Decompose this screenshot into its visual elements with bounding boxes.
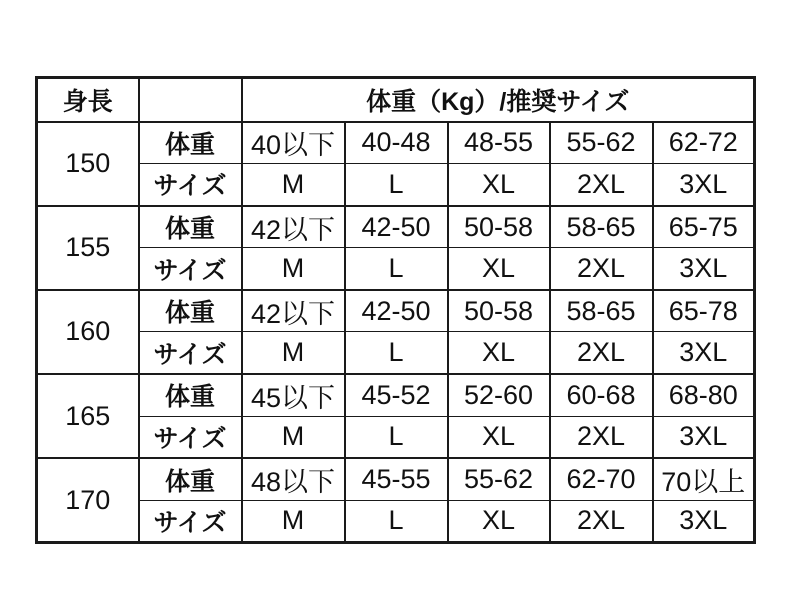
size-value-cell: L	[345, 500, 448, 542]
size-value-cell: L	[345, 416, 448, 458]
weight-label-cell: 体重	[139, 206, 242, 248]
header-row	[37, 78, 755, 122]
size-value-cell: L	[345, 248, 448, 290]
size-label-cell: サイズ	[139, 164, 242, 206]
weight-value-cell: 52-60	[448, 374, 550, 416]
weight-row	[37, 206, 755, 248]
size-value-cell: XL	[448, 332, 550, 374]
weight-value-cell: 50-58	[448, 290, 550, 332]
weight-value-cell: 58-65	[550, 290, 653, 332]
height-cell: 155	[37, 206, 139, 290]
size-value-cell: M	[242, 248, 345, 290]
weight-value-cell: 55-62	[448, 458, 550, 500]
size-value-cell: M	[242, 164, 345, 206]
weight-value-cell: 42-50	[345, 206, 448, 248]
size-value-cell: 2XL	[550, 500, 653, 542]
size-row	[37, 500, 755, 542]
size-label-cell: サイズ	[139, 332, 242, 374]
weight-value-cell: 50-58	[448, 206, 550, 248]
size-value-cell: XL	[448, 248, 550, 290]
size-value-cell: 3XL	[653, 332, 755, 374]
weight-value-cell: 42以下	[242, 206, 345, 248]
size-value-cell: 2XL	[550, 416, 653, 458]
weight-label-cell: 体重	[139, 122, 242, 164]
weight-value-cell: 48以下	[242, 458, 345, 500]
size-value-cell: XL	[448, 164, 550, 206]
height-cell: 150	[37, 122, 139, 206]
size-value-cell: L	[345, 332, 448, 374]
size-value-cell: M	[242, 332, 345, 374]
weight-value-cell: 45-52	[345, 374, 448, 416]
size-row	[37, 164, 755, 206]
weight-label-cell: 体重	[139, 374, 242, 416]
weight-value-cell: 42以下	[242, 290, 345, 332]
weight-value-cell: 65-75	[653, 206, 755, 248]
weight-value-cell: 70以上	[653, 458, 755, 500]
size-row	[37, 416, 755, 458]
size-label-cell: サイズ	[139, 500, 242, 542]
size-chart-table	[35, 76, 756, 544]
size-value-cell: 2XL	[550, 332, 653, 374]
size-value-cell: M	[242, 416, 345, 458]
weight-value-cell: 40以下	[242, 122, 345, 164]
weight-value-cell: 40-48	[345, 122, 448, 164]
height-cell: 165	[37, 374, 139, 458]
weight-label-cell: 体重	[139, 458, 242, 500]
size-row	[37, 248, 755, 290]
size-value-cell: 3XL	[653, 164, 755, 206]
weight-value-cell: 62-70	[550, 458, 653, 500]
empty-header-cell	[139, 78, 242, 122]
size-value-cell: 3XL	[653, 248, 755, 290]
size-value-cell: XL	[448, 500, 550, 542]
size-value-cell: 3XL	[653, 500, 755, 542]
size-value-cell: 2XL	[550, 164, 653, 206]
weight-value-cell: 55-62	[550, 122, 653, 164]
weight-value-cell: 68-80	[653, 374, 755, 416]
size-value-cell: 2XL	[550, 248, 653, 290]
size-value-cell: XL	[448, 416, 550, 458]
weight-row	[37, 290, 755, 332]
height-cell: 170	[37, 458, 139, 542]
height-cell: 160	[37, 290, 139, 374]
height-header-cell: 身長	[37, 78, 139, 122]
size-label-cell: サイズ	[139, 248, 242, 290]
weight-value-cell: 45-55	[345, 458, 448, 500]
weight-row	[37, 458, 755, 500]
weight-value-cell: 62-72	[653, 122, 755, 164]
weight-value-cell: 45以下	[242, 374, 345, 416]
weight-row	[37, 374, 755, 416]
weight-value-cell: 60-68	[550, 374, 653, 416]
weight-value-cell: 65-78	[653, 290, 755, 332]
weight-label-cell: 体重	[139, 290, 242, 332]
weight-row	[37, 122, 755, 164]
size-label-cell: サイズ	[139, 416, 242, 458]
weight-value-cell: 42-50	[345, 290, 448, 332]
size-row	[37, 332, 755, 374]
size-value-cell: M	[242, 500, 345, 542]
size-value-cell: L	[345, 164, 448, 206]
weight-value-cell: 48-55	[448, 122, 550, 164]
weight-value-cell: 58-65	[550, 206, 653, 248]
weight-size-header-cell: 体重（Kg）/推奨サイズ	[242, 78, 755, 122]
size-value-cell: 3XL	[653, 416, 755, 458]
